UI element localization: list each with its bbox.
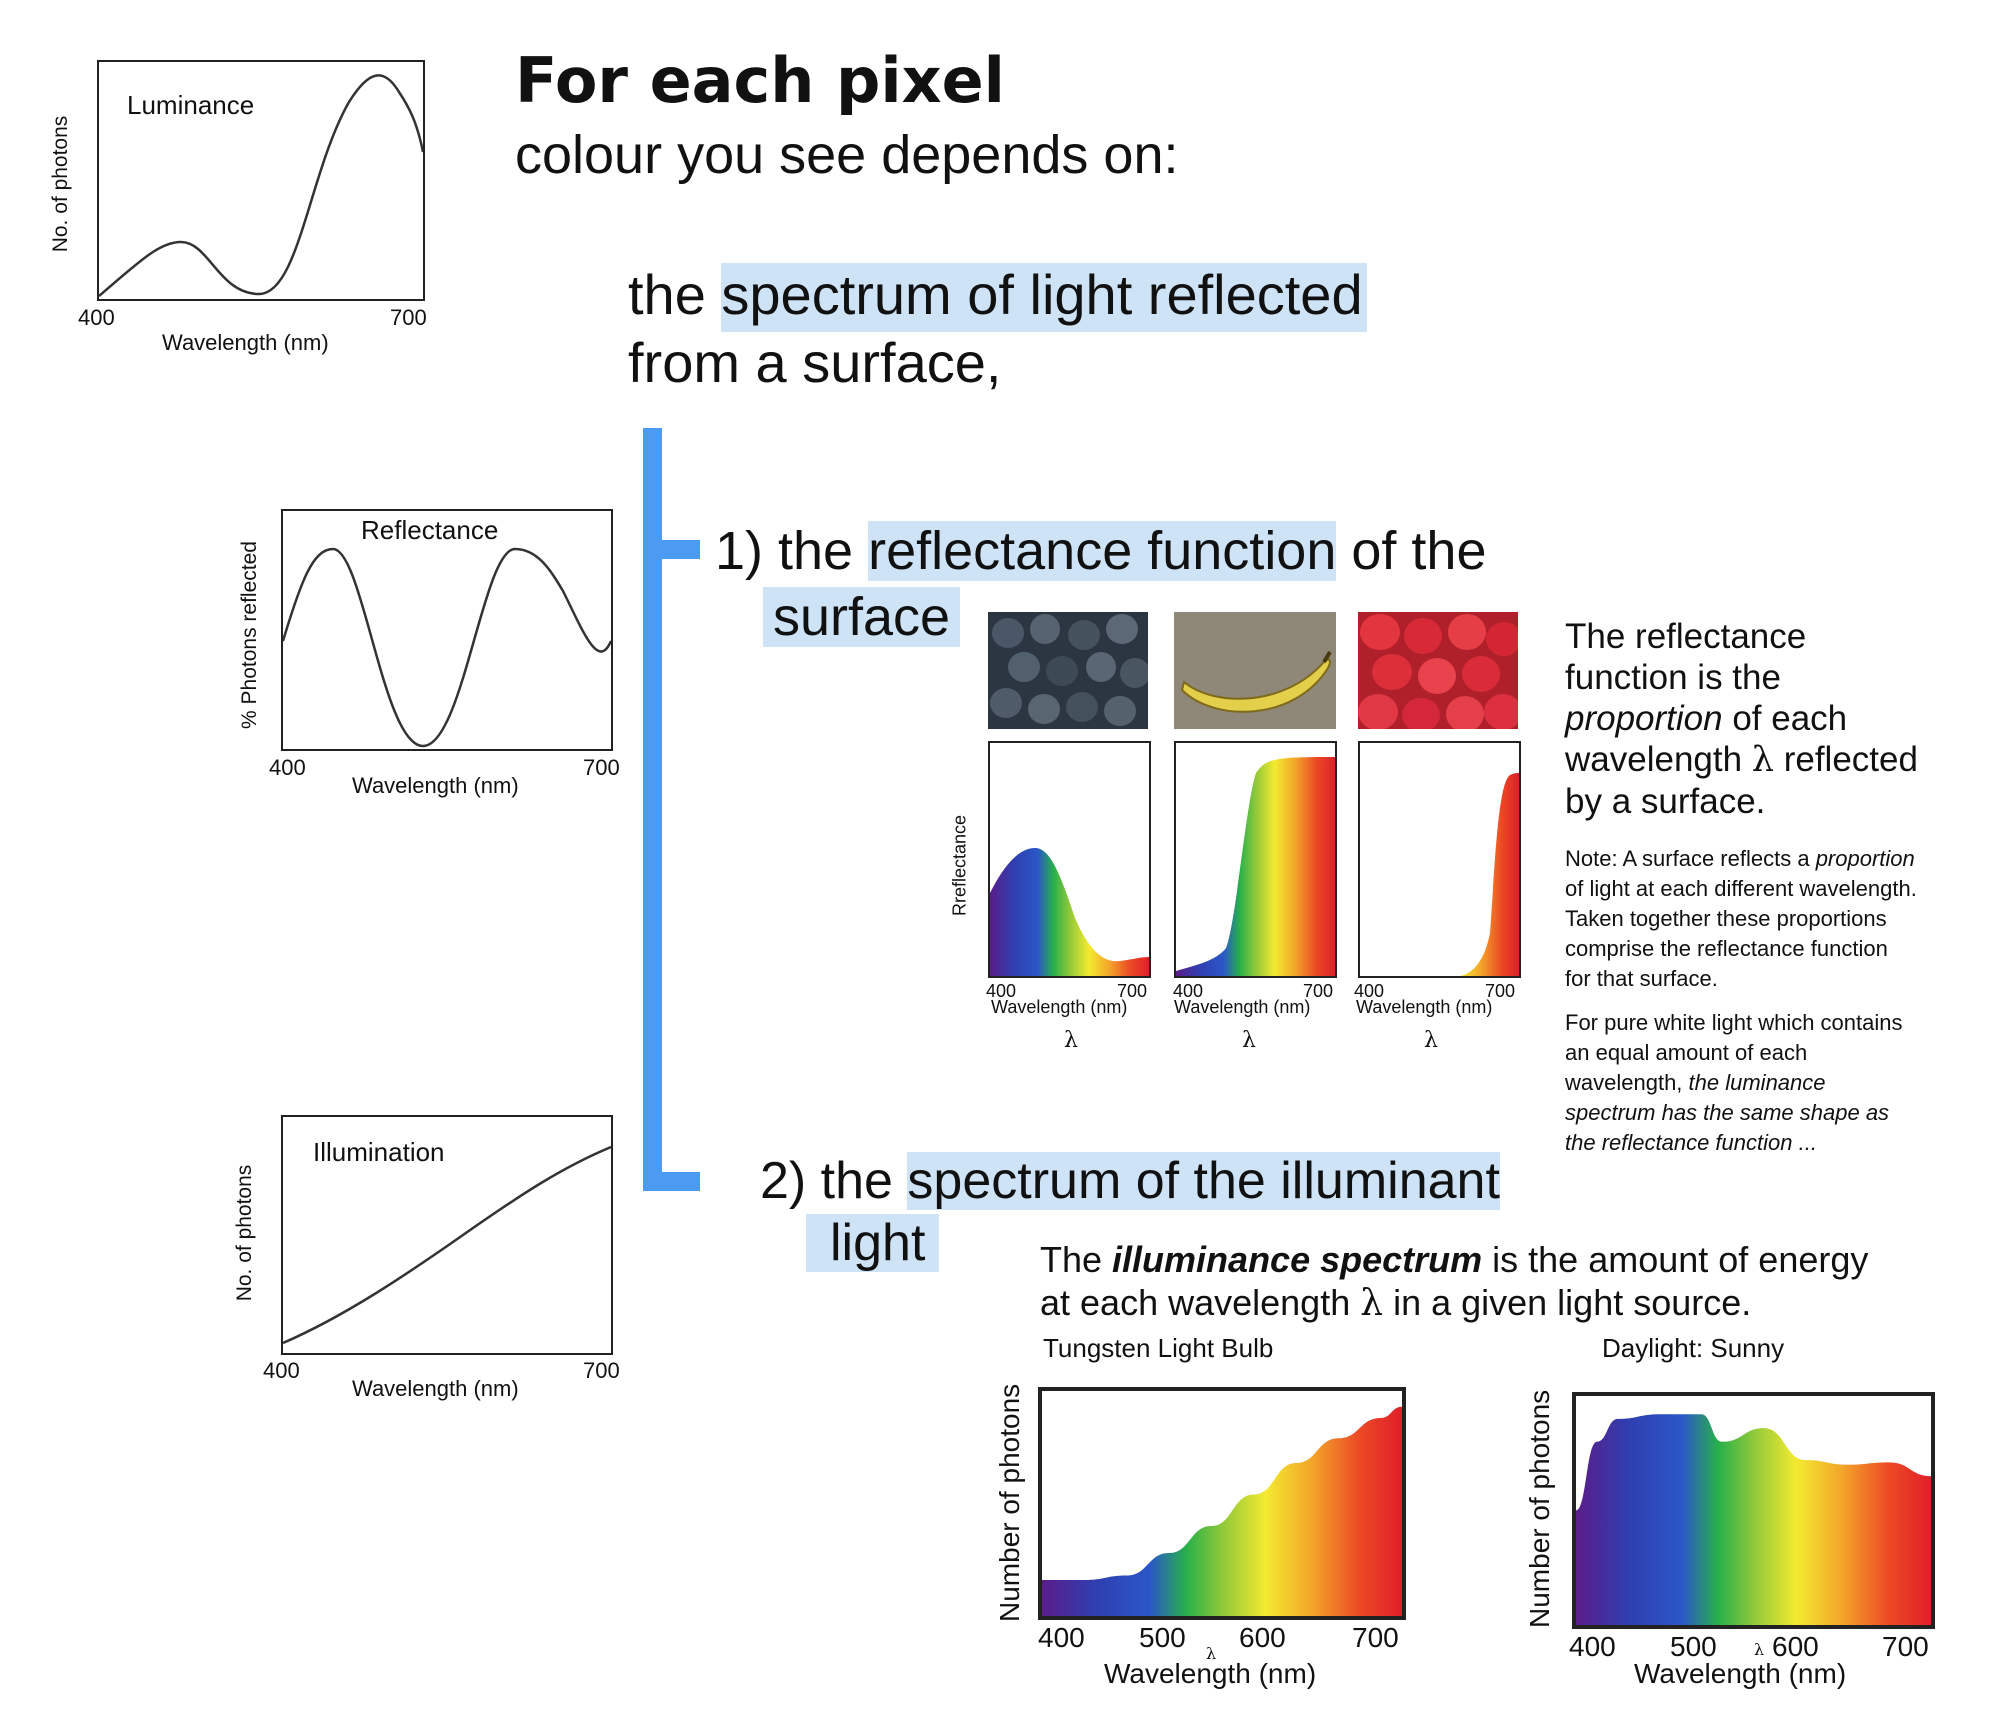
reflectance-def-lambda: λ [1751,740,1774,780]
strawberries-curve [1460,773,1519,976]
reflectance-def-line-3 [1565,698,1985,739]
item1-suffix: of the [1336,521,1487,581]
strawberries-xmin: 400 [1354,981,1385,1001]
blueberries-xmax: 700 [1117,981,1148,1001]
daylight-title: Daylight: Sunny [1602,1333,1785,1363]
blueberries-xmin: 400 [986,981,1017,1001]
daylight-tick-400: 400 [1569,1631,1616,1662]
white-note-line-3 [1565,1068,1995,1098]
banana-plot-frame [1174,741,1337,978]
blueberries-plot [990,743,1149,976]
white-note-line-5 [1565,1128,1995,1158]
reflectance-frame [281,509,613,751]
fruit-ylabel: Rreflectance [949,814,970,917]
item2-line-1 [760,1150,1500,1212]
item1-line2: surface [763,587,960,647]
bracket-arm-1 [643,540,700,559]
blueberries-curve [990,848,1149,976]
white-note-line-2: an equal amount of each [1565,1040,1808,1065]
reflectance-xlabel: Wavelength (nm) [352,773,519,798]
item2-line-2 [806,1212,939,1274]
banana-photo [1174,612,1336,729]
reflectance-def-line-2: function is the [1565,658,1781,697]
reflectance-curve [283,549,611,746]
daylight-ylabel: Number of photons [1524,1389,1555,1628]
strawberries-photo [1358,612,1518,729]
daylight-xlabel: Wavelength (nm) [1634,1658,1847,1689]
strawberries-lambda: λ [1424,1028,1438,1053]
illuminance-pre: The [1040,1239,1113,1280]
blueberries-lambda: λ [1064,1028,1078,1053]
daylight-lambda: λ [1754,1640,1765,1659]
tungsten-plot [1042,1391,1402,1616]
item1-highlight: reflectance function [868,521,1337,581]
illumination-title: Illumination [313,1137,445,1167]
page-subtitle: colour you see depends on: [515,125,1179,185]
tungsten-lambda: λ [1206,1644,1217,1663]
luminance-xlabel: Wavelength (nm) [162,330,329,355]
reflectance-def-line-1: The reflectance [1565,617,1807,656]
strawberries-xlabel: Wavelength (nm) [1356,997,1493,1017]
luminance-title: Luminance [127,90,255,120]
note-line-3: Taken together these proportions [1565,906,1887,931]
item2-highlight: spectrum of the illuminant [907,1152,1500,1210]
white-note-line-4 [1565,1098,1995,1128]
daylight-plot [1576,1396,1931,1625]
white-note-line-1: For pure white light which contains [1565,1010,1903,1035]
reflectance-def-line-4 [1565,739,1985,781]
reflectance-plot [283,511,611,749]
tungsten-tick-700: 700 [1352,1622,1399,1653]
luminance-ylabel: No. of photons [49,115,72,253]
illuminance-l2-pre: at each wavelength [1040,1282,1361,1323]
illuminance-line-1 [1040,1238,2000,1281]
banana-xlabel: Wavelength (nm) [1174,997,1311,1017]
tungsten-ylabel: Number of photons [994,1383,1025,1622]
reflectance-def-em: proportion [1565,699,1723,738]
white-light-note [1565,1008,1995,1158]
luminance-xmin: 400 [78,305,115,330]
banana-plot [1176,743,1335,976]
illumination-curve [283,1147,611,1343]
illuminance-definition [1040,1238,2000,1325]
intro-line-1 [628,262,1367,328]
reflectance-def-line-5: by a surface. [1565,782,1766,821]
daylight-tick-700: 700 [1882,1631,1929,1662]
illumination-frame [281,1115,613,1355]
tungsten-xlabel: Wavelength (nm) [1104,1658,1317,1689]
note-line-2: of light at each different wavelength. [1565,876,1917,901]
illuminance-line-2 [1040,1281,2000,1325]
item1-prefix: 1) the [715,521,869,581]
tungsten-frame [1038,1387,1406,1620]
reflectance-title: Reflectance [361,515,499,545]
intro-prefix: the [628,263,722,326]
white-note-line-4-em: spectrum has the same shape as [1565,1100,1890,1125]
item1-line-2 [763,584,960,650]
illumination-xmax: 700 [583,1358,620,1383]
note-line-1 [1565,844,1995,874]
reflectance-xmax: 700 [583,755,620,780]
item2-prefix: 2) the [760,1152,908,1210]
reflectance-def-line-4-post: reflected [1773,740,1918,779]
luminance-frame [97,60,425,301]
white-note-line-5-em: the reflectance function ... [1565,1130,1817,1155]
white-note-line-3-pre: wavelength, [1565,1070,1689,1095]
note-line-1-em: proportion [1815,846,1915,871]
note-line-4: comprise the reflectance function [1565,936,1888,961]
daylight-area [1576,1414,1931,1625]
bracket-arm-2 [643,1172,700,1191]
illuminance-l2-post: in a given light source. [1383,1282,1752,1323]
luminance-xmax: 700 [390,305,427,330]
item1-line-1 [715,518,1486,584]
tungsten-tick-600: 600 [1239,1622,1286,1653]
reflectance-definition [1565,616,1985,822]
blueberries-photo [988,612,1148,729]
banana-curve [1176,757,1335,976]
note-line-1-pre: Note: A surface reflects a [1565,846,1816,871]
daylight-frame [1572,1392,1935,1629]
item2-line2: light [806,1214,939,1272]
daylight-tick-500: 500 [1670,1631,1717,1662]
daylight-tick-600: 600 [1772,1631,1819,1662]
intro-highlight: spectrum of light reflected [721,263,1366,332]
white-note-line-3-em: the luminance [1688,1070,1826,1095]
banana-illustration [1174,612,1336,729]
illumination-xlabel: Wavelength (nm) [352,1376,519,1401]
reflectance-def-line-3-rest: of each [1722,699,1848,738]
reflectance-def-line-4-pre: wavelength [1565,740,1752,779]
intro-line-2: from a surface, [628,331,1002,394]
note-block [1565,844,1995,994]
strawberries-plot-frame [1358,741,1521,978]
reflectance-xmin: 400 [269,755,306,780]
illuminance-bold: illuminance spectrum [1112,1239,1483,1280]
tungsten-area [1042,1407,1402,1616]
illumination-ylabel: No. of photons [233,1164,256,1302]
strawberries-xmax: 700 [1485,981,1516,1001]
note-line-5: for that surface. [1565,966,1718,991]
blueberries-plot-frame [988,741,1151,978]
illuminance-lambda: λ [1360,1283,1384,1324]
strawberries-plot [1360,743,1519,976]
reflectance-ylabel: % Photons reflected [238,541,261,729]
banana-xmin: 400 [1173,981,1204,1001]
banana-xmax: 700 [1303,981,1334,1001]
banana-lambda: λ [1242,1028,1256,1053]
tungsten-tick-400: 400 [1038,1622,1085,1653]
illumination-xmin: 400 [263,1358,300,1383]
tungsten-tick-500: 500 [1139,1622,1186,1653]
page-title: For each pixel [515,44,1005,117]
tungsten-title: Tungsten Light Bulb [1043,1333,1274,1363]
illuminance-post: is the amount of energy [1482,1239,1869,1280]
blueberries-xlabel: Wavelength (nm) [991,997,1128,1017]
